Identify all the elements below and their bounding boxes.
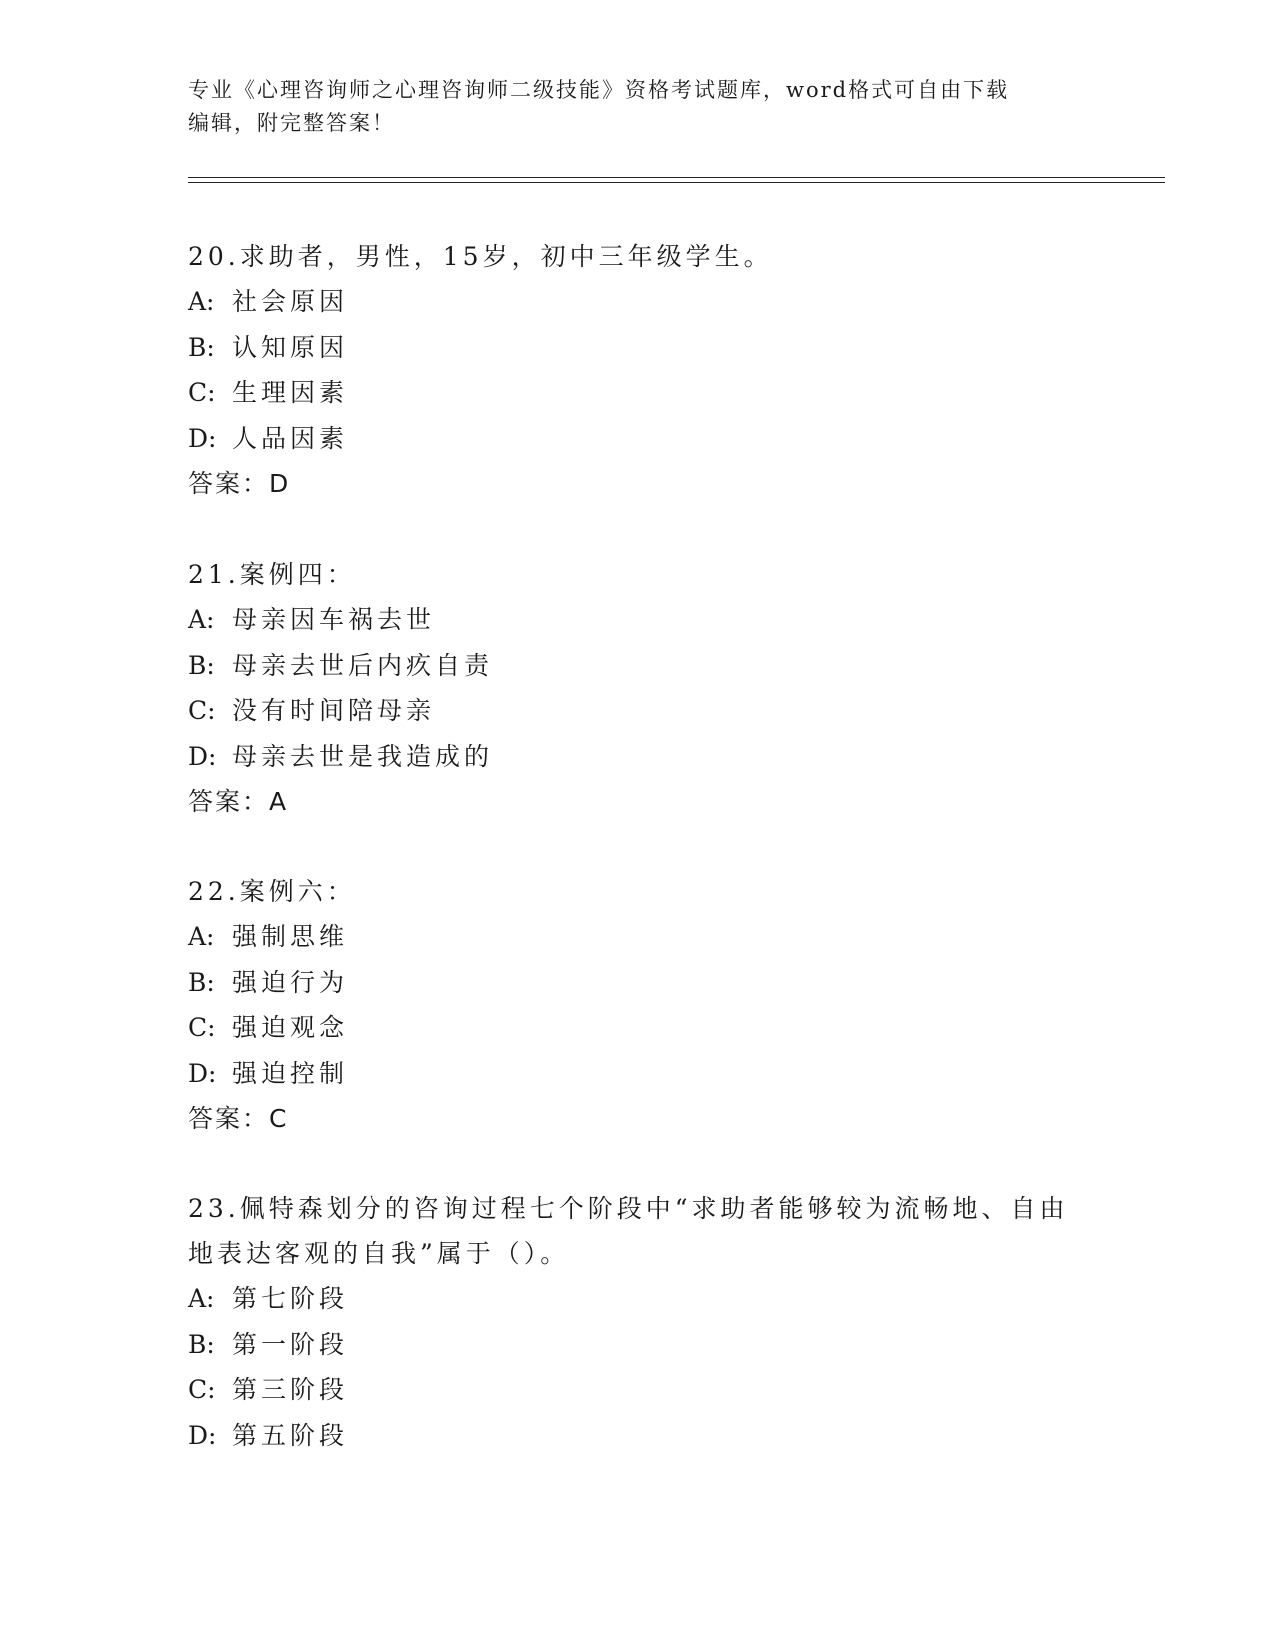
option-key: A:	[188, 287, 215, 316]
option-b	[188, 643, 1088, 689]
option-a	[188, 914, 1088, 960]
option-text: 生理因素	[232, 378, 349, 407]
option-key: B:	[188, 1329, 215, 1359]
option-d	[188, 416, 1088, 462]
option-b	[188, 960, 1088, 1006]
header-line-1: 专业《心理咨询师之心理咨询师二级技能》资格考试题库，word格式可自由下载	[188, 78, 1010, 102]
answer-line: 答案：A	[188, 787, 289, 816]
option-text: 母亲去世后内疚自责	[232, 650, 494, 680]
option-b	[188, 325, 1088, 371]
option-text: 母亲因车祸去世	[232, 605, 436, 634]
header-line-2: 编辑，附完整答案！	[188, 111, 395, 135]
option-c	[188, 1005, 1088, 1051]
question-stem: 20.求助者，男性，15岁，初中三年级学生。	[188, 242, 773, 271]
option-text: 第五阶段	[232, 1420, 349, 1450]
option-text: 第三阶段	[232, 1375, 349, 1404]
option-a	[188, 597, 1088, 643]
header-divider-top	[188, 177, 1165, 178]
option-key: D:	[188, 741, 217, 771]
question-22	[188, 869, 1088, 1141]
option-a	[188, 279, 1088, 325]
option-key: B:	[188, 967, 215, 997]
option-key: D:	[188, 1058, 217, 1088]
option-c	[188, 370, 1088, 416]
option-key: B:	[188, 650, 215, 680]
question-stem-line-1: 23.佩特森划分的咨询过程七个阶段中“求助者能够较为流畅地、自由	[188, 1194, 1069, 1223]
option-key: B:	[188, 332, 215, 362]
option-d	[188, 734, 1088, 780]
answer-line: 答案：D	[188, 469, 291, 498]
question-stem: 21.案例四：	[188, 560, 356, 589]
question-stem: 22.案例六：	[188, 877, 356, 906]
option-d	[188, 1051, 1088, 1097]
option-text: 强迫观念	[232, 1013, 349, 1042]
option-text: 第一阶段	[232, 1329, 349, 1359]
option-b	[188, 1322, 1088, 1368]
option-key: C:	[188, 378, 216, 407]
option-c	[188, 1367, 1088, 1413]
option-text: 社会原因	[232, 287, 349, 316]
question-23	[188, 1186, 1088, 1458]
option-text: 母亲去世是我造成的	[232, 741, 494, 771]
option-key: A:	[188, 605, 215, 634]
option-key: A:	[188, 922, 215, 951]
option-key: C:	[188, 1013, 216, 1042]
option-key: D:	[188, 423, 217, 453]
option-text: 强制思维	[232, 922, 349, 951]
option-d	[188, 1413, 1088, 1459]
option-a	[188, 1276, 1088, 1322]
option-text: 强迫控制	[232, 1058, 349, 1088]
option-text: 第七阶段	[232, 1284, 349, 1313]
question-stem-line-2: 地表达客观的自我”属于（）。	[188, 1239, 570, 1268]
option-text: 强迫行为	[232, 967, 349, 997]
option-key: C:	[188, 696, 216, 725]
answer-line: 答案：C	[188, 1104, 289, 1133]
option-key: C:	[188, 1375, 216, 1404]
option-c	[188, 688, 1088, 734]
question-21	[188, 552, 1088, 824]
option-key: A:	[188, 1284, 215, 1313]
option-key: D:	[188, 1420, 217, 1450]
question-20	[188, 234, 1088, 506]
option-text: 人品因素	[232, 423, 349, 453]
document-header	[188, 74, 1088, 140]
option-text: 没有时间陪母亲	[232, 696, 436, 725]
option-text: 认知原因	[232, 332, 349, 362]
header-divider-bottom	[188, 182, 1165, 183]
